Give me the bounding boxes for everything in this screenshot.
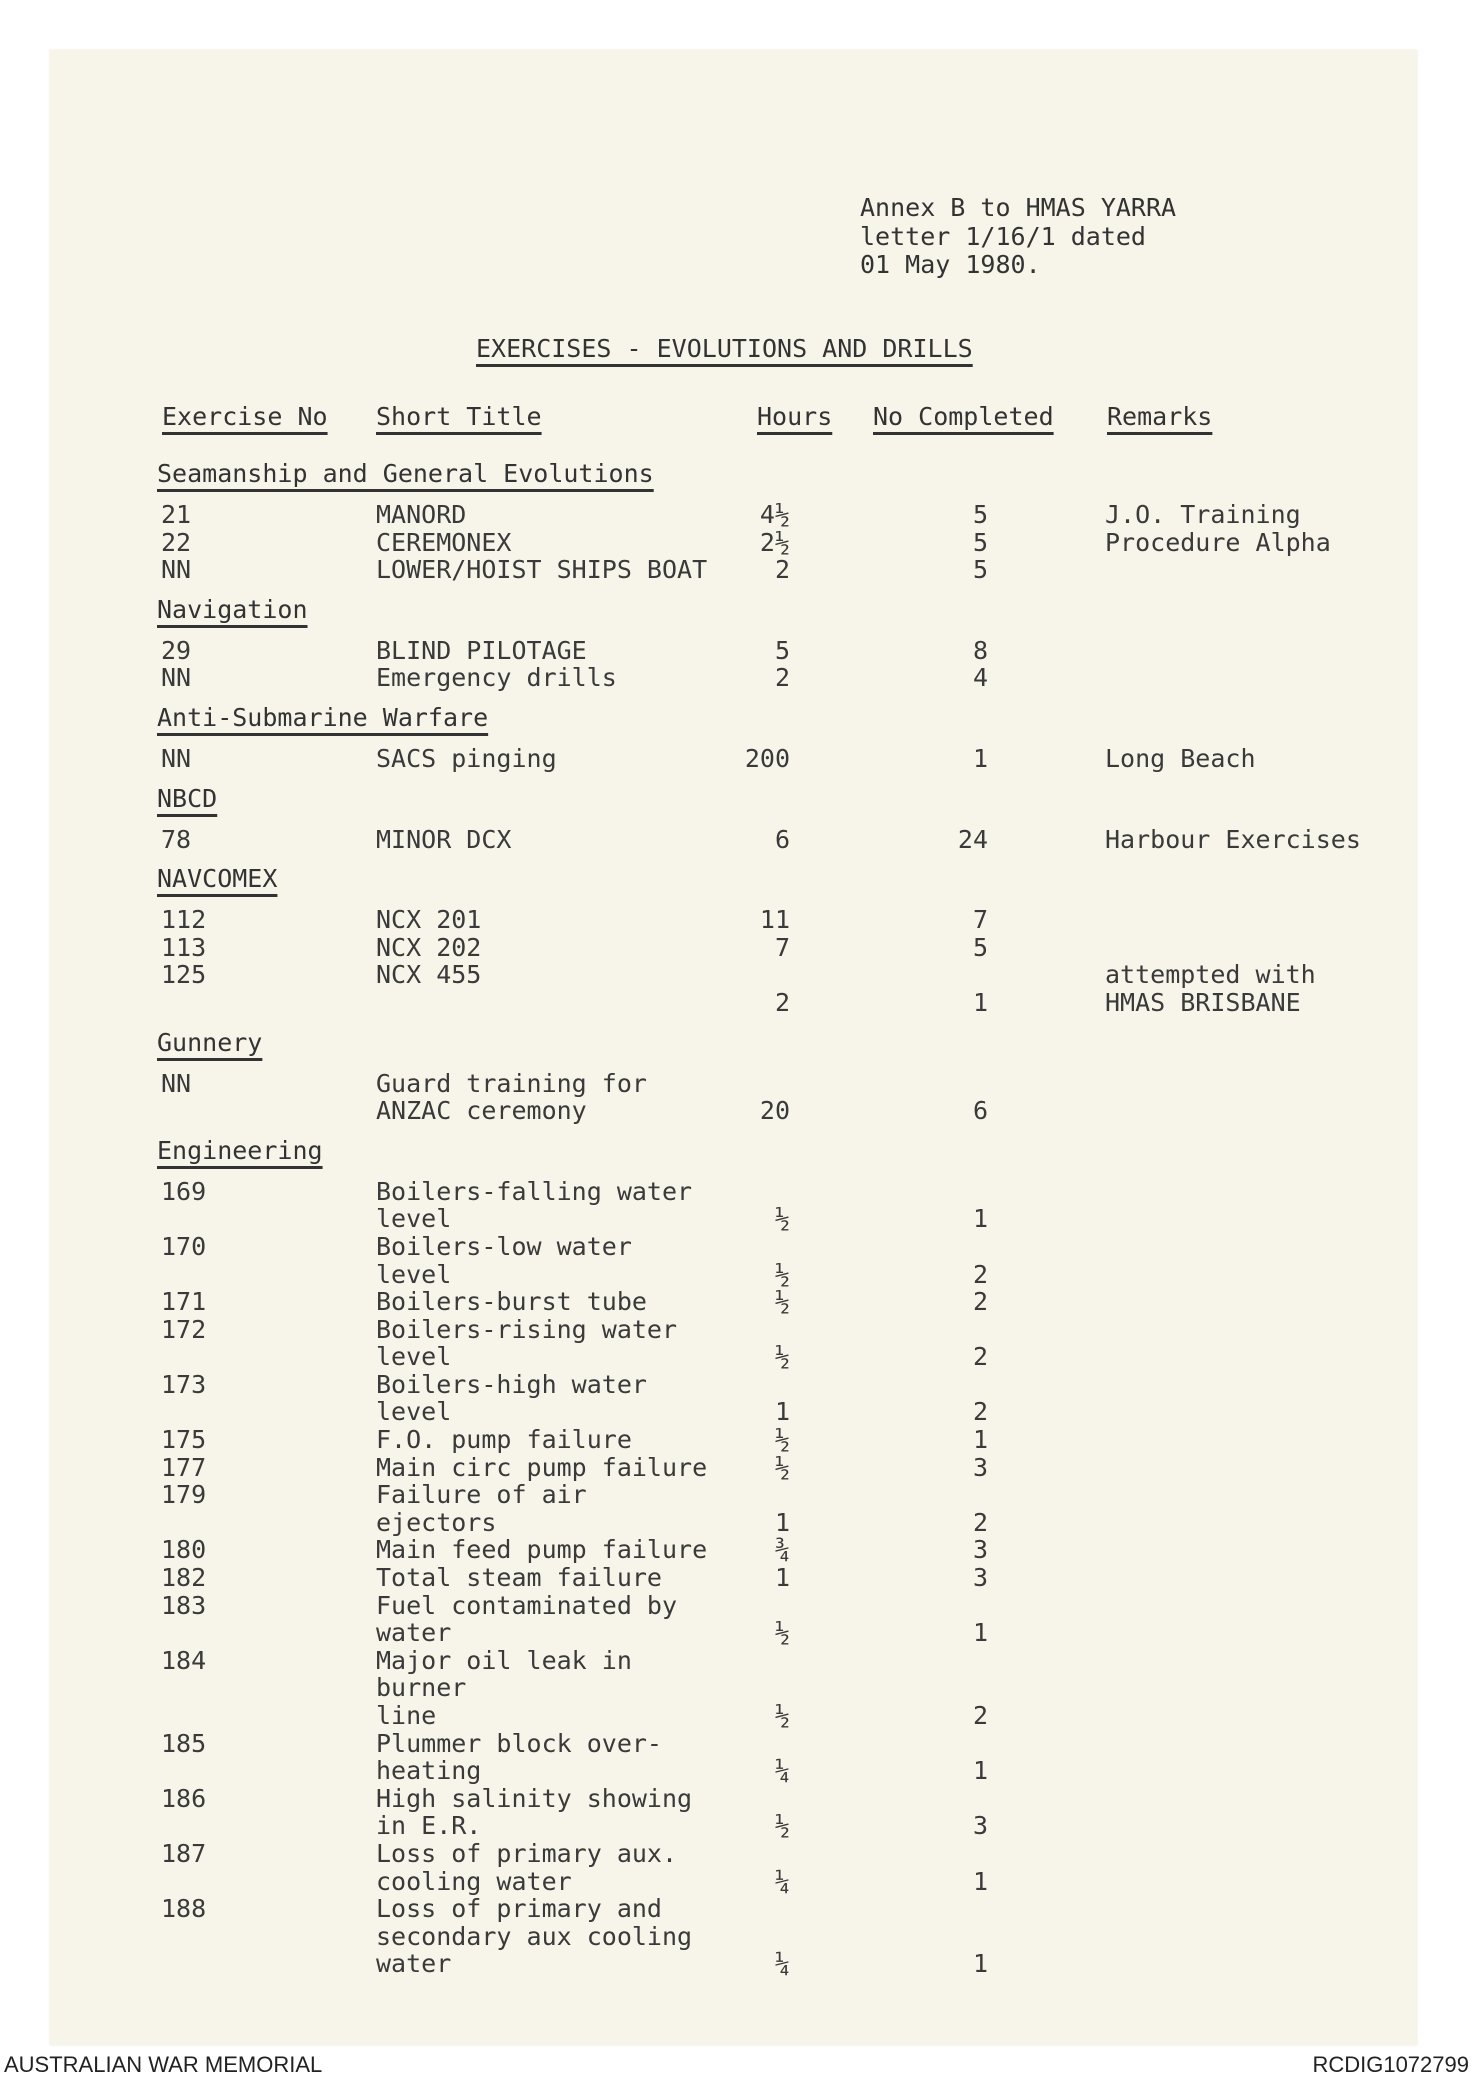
number-completed: 2 bbox=[972, 1287, 988, 1317]
exercise-number: NN bbox=[161, 555, 192, 585]
hours: ¼ bbox=[774, 1949, 790, 1979]
number-completed: 5 bbox=[972, 500, 988, 529]
short-title: High salinity showing in E.R. bbox=[376, 1783, 693, 1841]
remarks: J.O. Training bbox=[1105, 500, 1301, 529]
exercise-number: 171 bbox=[161, 1287, 207, 1317]
hours: 5 bbox=[774, 635, 790, 665]
hours: 2½ bbox=[759, 527, 790, 557]
table-row bbox=[157, 1592, 1407, 1647]
exercise-number: 175 bbox=[161, 1425, 207, 1455]
exercise-number: 172 bbox=[161, 1314, 207, 1344]
hours: 6 bbox=[774, 824, 790, 854]
number-completed: 5 bbox=[972, 932, 988, 962]
short-title: Emergency drills bbox=[376, 663, 617, 693]
remarks: attempted with HMAS BRISBANE bbox=[1105, 960, 1316, 1017]
short-title: MANORD bbox=[376, 500, 467, 529]
table-row bbox=[157, 1730, 1407, 1785]
table-row bbox=[157, 637, 1407, 665]
section-heading: Gunnery bbox=[157, 1027, 263, 1057]
short-title: Boilers-rising water level bbox=[376, 1314, 678, 1372]
table-row bbox=[157, 961, 1407, 1016]
table-row bbox=[157, 1895, 1407, 1978]
number-completed: 3 bbox=[972, 1452, 988, 1482]
table-row bbox=[157, 1536, 1407, 1564]
annex-reference: Annex B to HMAS YARRA letter 1/16/1 dated 01 May 1980. bbox=[860, 193, 1177, 279]
number-completed: 1 bbox=[972, 743, 988, 773]
short-title: Boilers-burst tube bbox=[376, 1287, 647, 1317]
number-completed: 8 bbox=[972, 635, 988, 665]
short-title: Major oil leak in burner line bbox=[376, 1645, 632, 1730]
column-header-remarks: Remarks bbox=[1107, 402, 1213, 431]
short-title: Total steam failure bbox=[376, 1563, 662, 1593]
number-completed: 1 bbox=[972, 1756, 988, 1786]
exercise-number: 186 bbox=[161, 1783, 207, 1813]
number-completed: 4 bbox=[972, 663, 988, 693]
exercise-number: 173 bbox=[161, 1369, 207, 1399]
hours: ½ bbox=[774, 1204, 790, 1234]
short-title: Plummer block over- heating bbox=[376, 1728, 662, 1786]
hours: 2 bbox=[774, 987, 790, 1017]
number-completed: 5 bbox=[972, 555, 988, 585]
number-completed: 1 bbox=[972, 1949, 988, 1979]
short-title: Loss of primary and secondary aux cooling water bbox=[376, 1894, 693, 1979]
short-title: CEREMONEX bbox=[376, 527, 512, 557]
number-completed: 7 bbox=[972, 905, 988, 935]
table-row bbox=[157, 556, 1407, 584]
hours: 1 bbox=[774, 1563, 790, 1593]
hours: ½ bbox=[774, 1452, 790, 1482]
hours: ½ bbox=[774, 1259, 790, 1289]
section-heading: NAVCOMEX bbox=[157, 864, 278, 894]
exercise-number: 169 bbox=[161, 1176, 207, 1206]
exercise-number: 29 bbox=[161, 635, 192, 665]
exercise-number: 113 bbox=[161, 932, 207, 962]
number-completed: 3 bbox=[972, 1563, 988, 1593]
exercise-number: 177 bbox=[161, 1452, 207, 1482]
table-row bbox=[157, 1564, 1407, 1592]
table-row bbox=[157, 1316, 1407, 1371]
number-completed: 1 bbox=[972, 1425, 988, 1455]
hours: 2 bbox=[774, 555, 790, 585]
hours: ½ bbox=[774, 1425, 790, 1455]
short-title: Loss of primary aux. cooling water bbox=[376, 1838, 678, 1896]
footer-record-id: RCDIG1072799 bbox=[1312, 2052, 1469, 2077]
exercise-number: NN bbox=[161, 743, 192, 773]
number-completed: 2 bbox=[972, 1259, 988, 1289]
hours: 1 bbox=[774, 1397, 790, 1427]
hours: ½ bbox=[774, 1618, 790, 1648]
exercise-number: 180 bbox=[161, 1535, 207, 1565]
number-completed: 2 bbox=[972, 1701, 988, 1730]
short-title: Guard training for ANZAC ceremony bbox=[376, 1068, 647, 1126]
exercise-number: 188 bbox=[161, 1894, 207, 1924]
exercise-number: 125 bbox=[161, 960, 207, 990]
short-title: NCX 202 bbox=[376, 932, 482, 962]
table-row bbox=[157, 1785, 1407, 1840]
short-title: LOWER/HOIST SHIPS BOAT bbox=[376, 555, 708, 585]
hours: ½ bbox=[774, 1811, 790, 1841]
number-completed: 3 bbox=[972, 1535, 988, 1565]
table-row bbox=[157, 1647, 1407, 1730]
short-title: Main circ pump failure bbox=[376, 1452, 708, 1482]
short-title: MINOR DCX bbox=[376, 824, 512, 854]
document-title: EXERCISES - EVOLUTIONS AND DRILLS bbox=[476, 334, 973, 363]
table-row bbox=[157, 1481, 1407, 1536]
table-row bbox=[157, 664, 1407, 692]
number-completed: 1 bbox=[972, 987, 988, 1017]
exercise-number: 182 bbox=[161, 1563, 207, 1593]
section-heading: Engineering bbox=[157, 1135, 323, 1165]
section-heading: Anti-Submarine Warfare bbox=[157, 702, 489, 732]
table-row bbox=[157, 745, 1407, 773]
column-header-exercise-no: Exercise No bbox=[162, 402, 328, 431]
hours: ¼ bbox=[774, 1866, 790, 1896]
remarks: Long Beach bbox=[1105, 743, 1256, 773]
number-completed: 1 bbox=[972, 1618, 988, 1648]
table-row bbox=[157, 1840, 1407, 1895]
table-row bbox=[157, 906, 1407, 934]
short-title: Boilers-high water level bbox=[376, 1369, 647, 1427]
exercise-table bbox=[157, 450, 1407, 1978]
table-row bbox=[157, 501, 1407, 529]
hours: 11 bbox=[759, 905, 790, 935]
hours: ¾ bbox=[774, 1535, 790, 1565]
column-header-hours: Hours bbox=[757, 402, 833, 431]
hours: ½ bbox=[774, 1342, 790, 1372]
exercise-number: 187 bbox=[161, 1838, 207, 1868]
hours: ½ bbox=[774, 1287, 790, 1317]
exercise-number: 179 bbox=[161, 1480, 207, 1510]
short-title: F.O. pump failure bbox=[376, 1425, 632, 1455]
table-row bbox=[157, 1288, 1407, 1316]
table-row bbox=[157, 1426, 1407, 1454]
table-row bbox=[157, 1178, 1407, 1233]
short-title: Main feed pump failure bbox=[376, 1535, 708, 1565]
remarks: Procedure Alpha bbox=[1105, 527, 1331, 557]
number-completed: 2 bbox=[972, 1342, 988, 1372]
section-heading: NBCD bbox=[157, 783, 218, 813]
number-completed: 24 bbox=[957, 824, 988, 854]
hours: 200 bbox=[744, 743, 790, 773]
table-row bbox=[157, 1371, 1407, 1426]
hours: 2 bbox=[774, 663, 790, 693]
number-completed: 6 bbox=[972, 1096, 988, 1126]
table-row bbox=[157, 1070, 1407, 1125]
table-row bbox=[157, 529, 1407, 557]
footer-institution: AUSTRALIAN WAR MEMORIAL bbox=[4, 2052, 323, 2077]
hours: ½ bbox=[774, 1701, 790, 1730]
exercise-number: 21 bbox=[161, 500, 192, 529]
exercise-number: 112 bbox=[161, 905, 207, 935]
short-title: NCX 455 bbox=[376, 960, 482, 990]
column-header-short-title: Short Title bbox=[376, 402, 542, 431]
exercise-number: 183 bbox=[161, 1590, 207, 1620]
short-title: SACS pinging bbox=[376, 743, 557, 773]
short-title: Fuel contaminated by water bbox=[376, 1590, 678, 1648]
hours: 1 bbox=[774, 1507, 790, 1537]
exercise-number: 185 bbox=[161, 1728, 207, 1758]
table-row bbox=[157, 1454, 1407, 1482]
number-completed: 1 bbox=[972, 1866, 988, 1896]
number-completed: 1 bbox=[972, 1204, 988, 1234]
number-completed: 5 bbox=[972, 527, 988, 557]
section-heading: Seamanship and General Evolutions bbox=[157, 459, 654, 488]
short-title: BLIND PILOTAGE bbox=[376, 635, 587, 665]
exercise-number: 78 bbox=[161, 824, 192, 854]
short-title: Boilers-low water level bbox=[376, 1231, 632, 1289]
table-row bbox=[157, 1233, 1407, 1288]
column-header-completed: No Completed bbox=[873, 402, 1054, 431]
exercise-number: 184 bbox=[161, 1645, 207, 1675]
short-title: Failure of air ejectors bbox=[376, 1480, 587, 1537]
exercise-number: 22 bbox=[161, 527, 192, 557]
number-completed: 2 bbox=[972, 1397, 988, 1427]
exercise-number: NN bbox=[161, 663, 192, 693]
exercise-number: 170 bbox=[161, 1231, 207, 1261]
hours: ¼ bbox=[774, 1756, 790, 1786]
exercise-number: NN bbox=[161, 1068, 192, 1098]
hours: 20 bbox=[759, 1096, 790, 1126]
short-title: Boilers-falling water level bbox=[376, 1176, 693, 1234]
number-completed: 3 bbox=[972, 1811, 988, 1841]
short-title: NCX 201 bbox=[376, 905, 482, 935]
section-heading: Navigation bbox=[157, 594, 308, 624]
number-completed: 2 bbox=[972, 1507, 988, 1537]
remarks: Harbour Exercises bbox=[1105, 824, 1361, 854]
table-row bbox=[157, 826, 1407, 854]
hours: 4½ bbox=[759, 500, 790, 529]
table-row bbox=[157, 934, 1407, 962]
hours: 7 bbox=[774, 932, 790, 962]
